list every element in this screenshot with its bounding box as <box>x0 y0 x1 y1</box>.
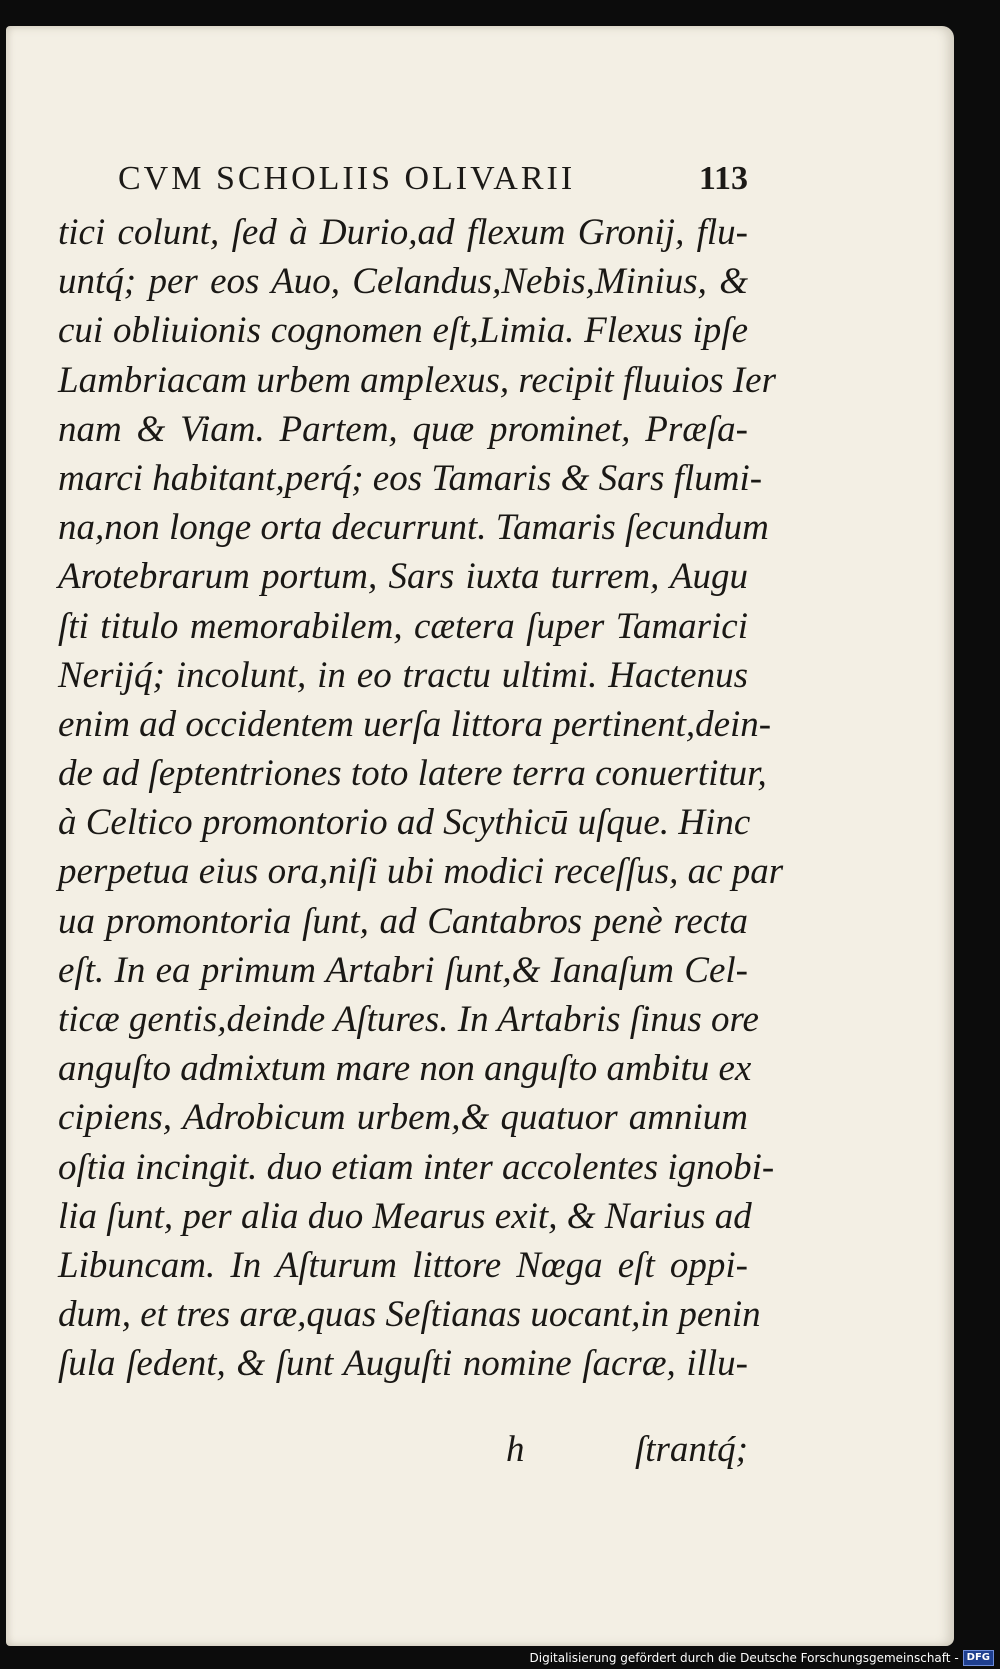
page-footer <box>58 1428 748 1478</box>
digitization-notice-text: Digitalisierung gefördert durch die Deutsche Forschungsgemeinschaft - <box>529 1651 959 1665</box>
text-line: na,non longe orta decurrunt. Tamaris ſecundum <box>58 507 769 549</box>
text-line: Libuncam. In Aſturum littore Nœga eſt oppi- <box>58 1244 748 1286</box>
text-line: eſt. In ea primum Artabri ſunt,& Ianaſum Cel- <box>58 949 748 991</box>
text-line: à Celtico promontorio ad Scythicū uſque. Hinc <box>58 802 751 844</box>
text-line: untq́; per eos Auo, Celandus,Nebis,Minius, & <box>58 261 748 303</box>
dfg-logo: DFG <box>963 1650 994 1666</box>
running-title: CVM SCHOLIIS OLIVARII <box>118 160 576 197</box>
text-line: cui obliuionis cognomen eſt,Limia. Flexus ipſe <box>58 310 748 352</box>
text-line: lia ſunt, per alia duo Mearus exit, & Narius ad <box>58 1195 752 1237</box>
text-line: Nerijq́; incolunt, in eo tractu ultimi. Hactenus <box>58 654 748 696</box>
catchword: ſtrantq́; <box>634 1429 748 1470</box>
text-line: perpetua eius ora,niſi ubi modici receſſus, ac par <box>58 851 784 893</box>
text-line: de ad ſeptentriones toto latere terra conuertitur, <box>58 753 767 795</box>
text-line: ua promontoria ſunt, ad Cantabros penè recta <box>58 900 748 942</box>
text-line: tici colunt, ſed à Durio,ad flexum Gronij, flu- <box>58 212 748 253</box>
text-line: Lambriacam urbem amplexus, recipit fluuios Ier <box>58 359 776 401</box>
page-header <box>118 160 748 198</box>
body-text <box>58 208 784 1389</box>
text-line: nam & Viam. Partem, quæ prominet, Præſa- <box>58 408 748 450</box>
text-line: dum, et tres aræ,quas Seſtianas uocant,in penin <box>58 1294 761 1336</box>
text-line: cipiens, Adrobicum urbem,& quatuor amnium <box>58 1097 748 1139</box>
text-line: marci habitant,perq́; eos Tamaris & Sars flumi- <box>58 457 763 499</box>
text-line: Arotebrarum portum, Sars iuxta turrem, Augu <box>58 556 748 598</box>
page-number: 113 <box>698 160 748 197</box>
text-line: oſtia incingit. duo etiam inter accolentes ignobi- <box>58 1146 775 1188</box>
text-line: ſula ſedent, & ſunt Auguſti nomine ſacræ, illu- <box>58 1343 748 1385</box>
text-line: anguſto admixtum mare non anguſto ambitu ex <box>58 1048 752 1090</box>
text-line: enim ad occidentem uerſa littora pertinent,dein- <box>58 703 772 745</box>
digitization-notice <box>522 1647 1000 1669</box>
text-line: ſti titulo memorabilem, cætera ſuper Tamarici <box>58 605 748 647</box>
signature-mark: h <box>506 1429 525 1470</box>
text-line: ticæ gentis,deinde Aſtures. In Artabris ſinus ore <box>58 999 759 1040</box>
